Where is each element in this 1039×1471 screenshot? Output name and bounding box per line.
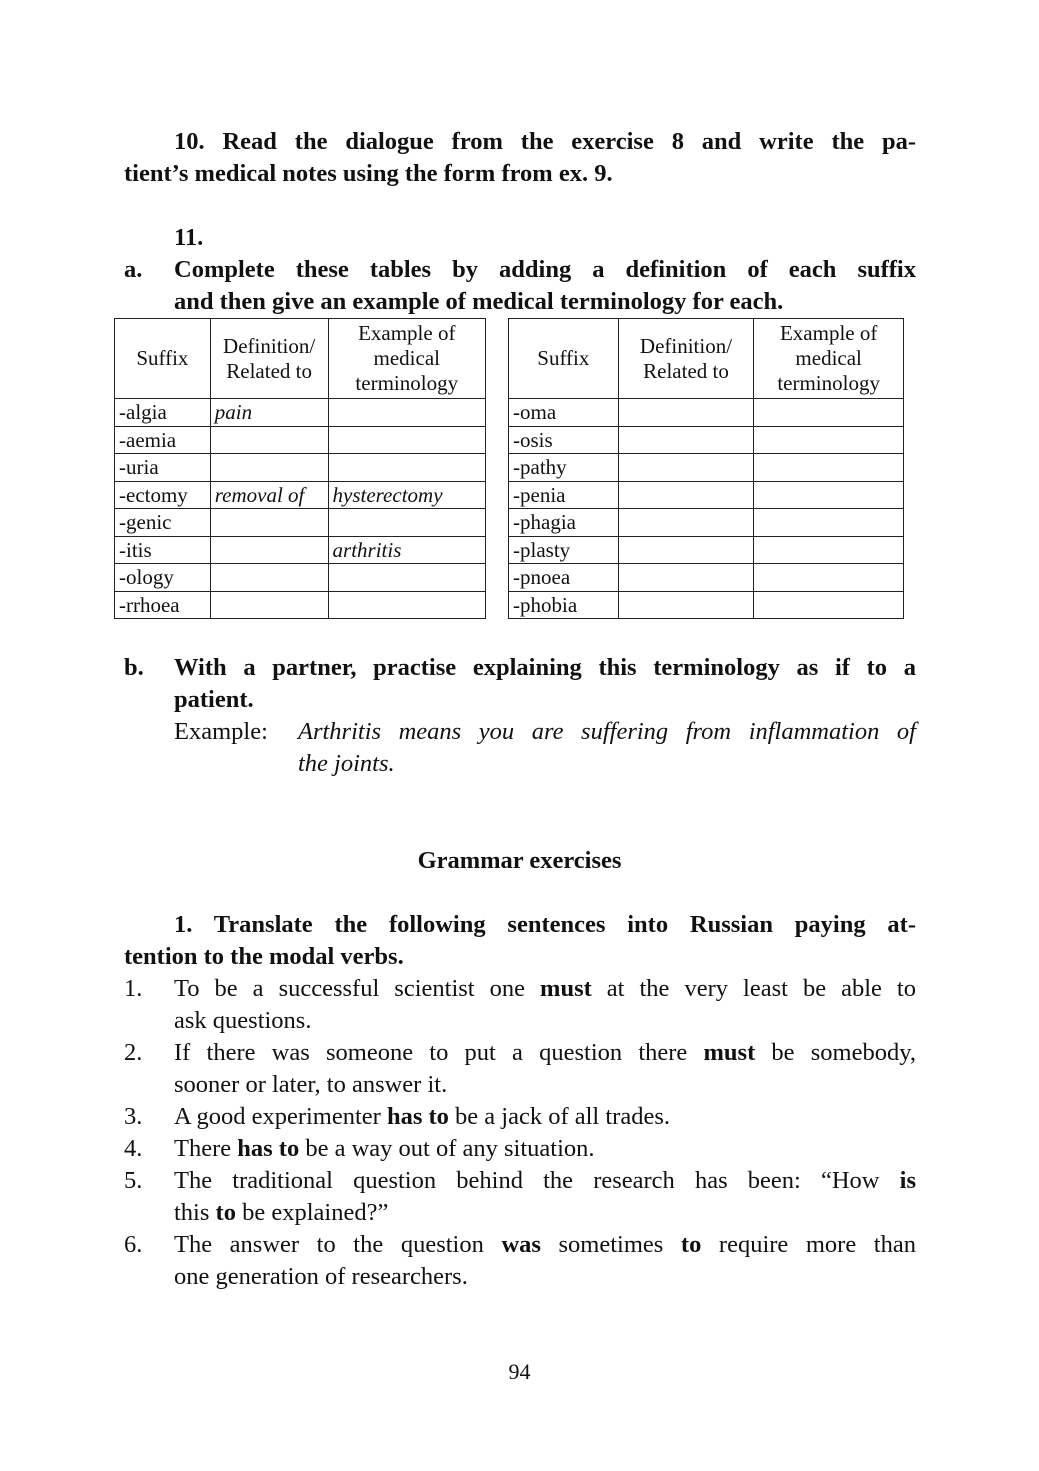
- table-header-row: [115, 319, 486, 399]
- example-cell: [754, 426, 904, 454]
- suffix-cell: -penia: [509, 481, 619, 509]
- example-line-2: the joints.: [298, 750, 395, 777]
- suffix-cell: -itis: [115, 536, 211, 564]
- sentence-text: this: [174, 1199, 216, 1226]
- definition-cell: [618, 509, 754, 537]
- suffix-cell: -algia: [115, 399, 211, 427]
- item-number: 1.: [124, 975, 143, 1002]
- table-row: [115, 481, 486, 509]
- table-row: [115, 536, 486, 564]
- table-header-row: [509, 319, 904, 399]
- example-cell: [328, 426, 485, 454]
- header-definition: Definition/ Related to: [210, 319, 328, 399]
- sentence-text: one generation of researchers.: [174, 1263, 468, 1290]
- modal-verb: must: [703, 1039, 756, 1066]
- suffix-cell: -genic: [115, 509, 211, 537]
- definition-cell: [618, 426, 754, 454]
- table-row: [115, 399, 486, 427]
- suffix-cell: -phagia: [509, 509, 619, 537]
- definition-cell: [210, 591, 328, 619]
- exercise-10: [124, 126, 916, 190]
- header-example: Example of medical terminology: [328, 319, 485, 399]
- table-row: [509, 536, 904, 564]
- example-label: Example:: [174, 718, 268, 745]
- table-row: [115, 426, 486, 454]
- definition-cell: [210, 536, 328, 564]
- modal-verb: has to: [386, 1103, 449, 1130]
- example-cell: arthritis: [328, 536, 485, 564]
- suffix-cell: -phobia: [509, 591, 619, 619]
- suffix-cell: -plasty: [509, 536, 619, 564]
- suffix-cell: -ectomy: [115, 481, 211, 509]
- exercise-11a-line-2: and then give an example of medical terminology for each.: [174, 288, 784, 315]
- table-row: [509, 591, 904, 619]
- sentence-text: The traditional question behind the research has been: “How: [174, 1167, 900, 1194]
- suffix-cell: -pathy: [509, 454, 619, 482]
- list-item: [124, 1133, 916, 1165]
- list-item: [124, 973, 916, 1037]
- suffix-cell: -pnoea: [509, 564, 619, 592]
- definition-cell: [210, 454, 328, 482]
- header-definition: Definition/ Related to: [618, 319, 754, 399]
- table-row: [115, 591, 486, 619]
- definition-cell: [210, 564, 328, 592]
- list-item: [124, 1165, 916, 1229]
- modal-verb: has to: [237, 1135, 300, 1162]
- sentence-text: be a way out of any situation.: [299, 1135, 595, 1162]
- sentence-text: sooner or later, to answer it.: [174, 1071, 448, 1098]
- definition-cell: [618, 536, 754, 564]
- modal-verb: to: [215, 1199, 236, 1226]
- example-cell: [754, 591, 904, 619]
- item-number: 4.: [124, 1135, 143, 1162]
- exercise-11a: [124, 254, 916, 318]
- item-number: 2.: [124, 1039, 143, 1066]
- exercise-11a-label: a.: [124, 256, 143, 283]
- sentence-text: The answer to the question: [174, 1231, 502, 1258]
- grammar-task-line-1: 1. Translate the following sentences into Russian paying at-: [174, 911, 916, 938]
- exercise-11b-line-2: patient.: [174, 686, 254, 713]
- exercise-10-line-2: tient’s medical notes using the form from ex. 9.: [124, 160, 613, 187]
- exercise-11a-line-1: Complete these tables by adding a definition of each suffix: [174, 256, 916, 283]
- example-cell: [328, 399, 485, 427]
- example-cell: [328, 564, 485, 592]
- suffix-cell: -osis: [509, 426, 619, 454]
- grammar-task: [124, 909, 916, 973]
- sentence-text: There: [174, 1135, 238, 1162]
- table-row: [115, 509, 486, 537]
- example-cell: [754, 454, 904, 482]
- table-row: [509, 481, 904, 509]
- sentence-text: be somebody,: [755, 1039, 917, 1066]
- sentence-list: [124, 973, 916, 1293]
- exercise-11b-label: b.: [124, 654, 144, 681]
- exercise-11b: [124, 652, 916, 780]
- table-row: [509, 509, 904, 537]
- example-cell: [754, 564, 904, 592]
- suffix-cell: -aemia: [115, 426, 211, 454]
- suffix-cell: -rrhoea: [115, 591, 211, 619]
- definition-cell: [618, 454, 754, 482]
- sentence-text: ask questions.: [174, 1007, 312, 1034]
- example-cell: hysterectomy: [328, 481, 485, 509]
- suffix-table-right: [508, 318, 904, 619]
- list-item: [124, 1229, 916, 1293]
- modal-verb: was: [501, 1231, 541, 1258]
- modal-verb: must: [540, 975, 592, 1002]
- modal-verb: is: [899, 1167, 916, 1194]
- definition-cell: [618, 481, 754, 509]
- sentence-text: A good experimenter: [174, 1103, 387, 1130]
- table-row: [115, 454, 486, 482]
- suffix-cell: -oma: [509, 399, 619, 427]
- example-cell: [754, 536, 904, 564]
- sentence-text: To be a successful scientist one: [174, 975, 541, 1002]
- suffix-cell: -uria: [115, 454, 211, 482]
- definition-cell: [618, 591, 754, 619]
- item-number: 6.: [124, 1231, 143, 1258]
- definition-cell: pain: [210, 399, 328, 427]
- table-row: [509, 399, 904, 427]
- table-row: [509, 564, 904, 592]
- example-line-1: Arthritis means you are suffering from inflammation of: [298, 718, 916, 745]
- suffix-table-left: [114, 318, 486, 619]
- exercise-11-number: 11.: [174, 224, 204, 251]
- header-suffix: Suffix: [509, 319, 619, 399]
- suffix-cell: -ology: [115, 564, 211, 592]
- exercise-10-line-1: 10. Read the dialogue from the exercise 8 and write the pa-: [174, 128, 916, 155]
- grammar-task-line-2: tention to the modal verbs.: [124, 943, 404, 970]
- list-item: [124, 1101, 916, 1133]
- definition-cell: [618, 399, 754, 427]
- definition-cell: removal of: [210, 481, 328, 509]
- table-row: [115, 564, 486, 592]
- sentence-text: be explained?”: [235, 1199, 389, 1226]
- table-row: [509, 454, 904, 482]
- definition-cell: [210, 509, 328, 537]
- example-cell: [328, 454, 485, 482]
- definition-cell: [210, 426, 328, 454]
- page-number: 94: [508, 1359, 531, 1384]
- example-cell: [754, 509, 904, 537]
- item-number: 5.: [124, 1167, 143, 1194]
- exercise-11b-line-1: With a partner, practise explaining this terminology as if to a: [174, 654, 916, 681]
- example-cell: [754, 399, 904, 427]
- grammar-heading: Grammar exercises: [417, 847, 622, 874]
- example-cell: [754, 481, 904, 509]
- header-example: Example of medical terminology: [754, 319, 904, 399]
- sentence-text: require more than: [701, 1231, 916, 1258]
- example-cell: [328, 591, 485, 619]
- item-number: 3.: [124, 1103, 143, 1130]
- sentence-text: be a jack of all trades.: [448, 1103, 670, 1130]
- sentence-text: sometimes: [540, 1231, 681, 1258]
- modal-verb: to: [680, 1231, 702, 1258]
- table-row: [509, 426, 904, 454]
- list-item: [124, 1037, 916, 1101]
- header-suffix: Suffix: [115, 319, 211, 399]
- sentence-text: If there was someone to put a question there: [174, 1039, 704, 1066]
- example-cell: [328, 509, 485, 537]
- definition-cell: [618, 564, 754, 592]
- sentence-text: at the very least be able to: [591, 975, 916, 1002]
